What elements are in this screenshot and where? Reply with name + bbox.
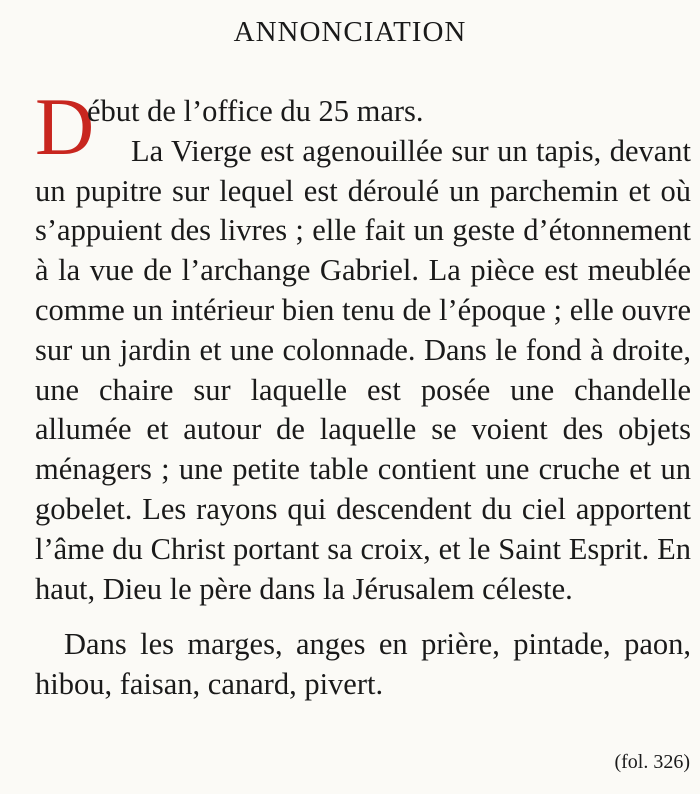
- paragraph-1: [35, 81, 691, 609]
- folio-reference: (fol. 326): [614, 751, 690, 773]
- opening-text: ébut de l’office du 25 mars.: [87, 94, 424, 128]
- page-title: ANNONCIATION: [233, 16, 467, 48]
- opening-line: [35, 81, 691, 172]
- drop-cap: D: [35, 81, 95, 172]
- paragraph-1-text: La Vierge est agenouillée sur un tapis, devant un pupitre sur lequel est déroulé un parchemin et où s’appuient des livres ; elle fait un geste d’étonnement à la vue de l’archange Gabriel. La pièce est meublée comme un intérieur bien tenu de l’époque ; elle ouvre sur un jardin et une colonnade. Dans le fond à droite, une chaire sur laquelle est posée une chandelle allumée et autour de laquelle se voient des objets ménagers ; une petite table contient une cruche et un gobelet. Les rayons qui descendent du ciel apportent l’âme du Christ portant sa croix, et le Saint Esprit. En haut, Dieu le père dans la Jérusalem céleste.: [35, 133, 691, 606]
- text-body: [35, 81, 691, 705]
- paragraph-2: Dans les marges, anges en prière, pintade, paon, hibou, faisan, canard, pivert.: [35, 627, 691, 702]
